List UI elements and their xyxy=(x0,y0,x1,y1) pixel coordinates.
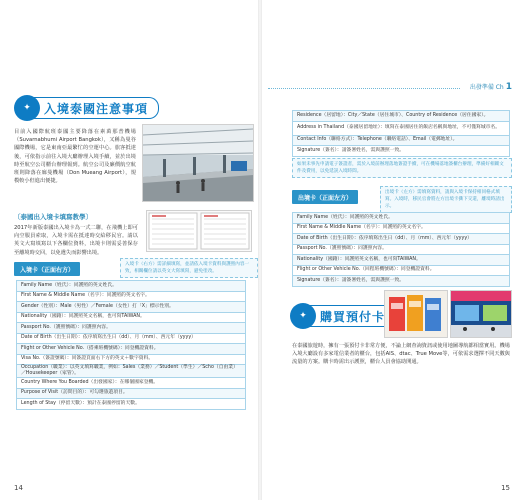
left-page-title: 入境泰國注意事項 xyxy=(44,101,149,116)
table-row: Visa No.（簽證號碼）：同簽證頁面右下方的英文＋數字資料。 xyxy=(17,354,246,365)
table-row: Signature（簽名）：請簽署姓名，需與護照一致。 xyxy=(293,146,510,157)
entry-card-illustration xyxy=(147,211,251,251)
table-row: Address in Thailand（泰國居留地址）：填寫在泰國居住的飯店名稱與地址，不可僅寫城市名。 xyxy=(293,121,510,135)
table-row: Flight or Other Vehicle No.（回程班機號碼）：同登機證資料。 xyxy=(293,265,510,276)
exit-card-badge: 出境卡（正面左方） xyxy=(292,190,358,204)
intro-paragraph: 目前入國際航班泰國主要降落在素萬那普機場（Suvarnabhumi Airport Bangkok），又稱為曼谷國際機場，它是東南亞最繁忙的空運中心。旅客抵達後，可依指示前往入境大廳辦理入境手續，並於出境時至航空公司櫃台辦理報到。航空公司及廉價航空航班則降落在廊曼機場（Don Mueang Airport），規模較小但進出便捷。 xyxy=(14,129,136,185)
telecom-counter-illustration xyxy=(451,291,511,337)
table-row: First Name & Middle Name（名字）：同護照的英文名字。 xyxy=(293,223,510,234)
table-row: Family Name（姓氏）：同護照的英文姓氏。 xyxy=(293,213,510,224)
section-header-bar xyxy=(268,82,520,94)
entry-card-fields-table xyxy=(16,280,246,410)
table-row: Date of Birth（出生日期）：依序填寫出生日（dd）、月（mm）、西元年（yyyy） xyxy=(293,234,510,245)
prepaid-title: 購買預付卡 xyxy=(320,309,386,324)
table-row: Nationality（國籍）：同護照英文名稱，也可寫TAIWAN。 xyxy=(293,255,510,266)
left-page xyxy=(0,0,258,500)
form-guide-subhead: 〔泰國出入境卡填寫教學〕 xyxy=(14,213,92,221)
table-row: Flight or Other Vehicle No.（搭乘班機號碼）：同登機證資料。 xyxy=(17,344,246,355)
table-row: Residence（居留地）：City／State（居住城市）、Country of Residence（居住國家）。 xyxy=(293,111,510,122)
table-row: Passport No.（護照號碼）：同護照內容。 xyxy=(293,244,510,255)
sim-cards-illustration xyxy=(385,291,447,337)
visa-note: 如果未事先申請電子簽證者，需於入境前辦理落地簽證手續，可在機場落地簽櫃台辦理，準備好相關文件及費用，以免延誤入境時間。 xyxy=(292,158,512,178)
table-row: Country Where You Boarded（出發國家）：在哪個國家登機。 xyxy=(17,378,246,389)
prepaid-title-badge xyxy=(290,302,396,330)
entry-card-badge: 入境卡（正面右方） xyxy=(14,262,80,276)
table-row: Signature（簽名）：請簽署姓名，需與護照一致。 xyxy=(293,276,510,287)
exit-card-note: 出境卡（左方）需填寫資料，請與入境卡保持相同格式填寫。入境時，移民官會將左方出境卡撕下交還，離境時請出示。 xyxy=(380,186,512,213)
residence-fields-table xyxy=(292,110,510,157)
form-guide-paragraph: 2017年新版泰國出入境卡為一式二聯，在飛機上即可向空服員索取，入境卡需在抵達時交給移民官。請以英文大寫填寫以下各欄位資料，出境卡則需妥善保存至離境時交回，以免遺失而影響出境。 xyxy=(14,225,138,256)
dotted-rule xyxy=(268,88,460,89)
circle-emblem-icon: ✦ xyxy=(14,95,40,121)
table-row: Family Name（姓氏）：同護照的英文姓氏。 xyxy=(17,281,246,292)
table-row: Passport No.（護照號碼）：同護照內容。 xyxy=(17,323,246,334)
telecom-counter-photo xyxy=(450,290,512,338)
airport-photo xyxy=(142,124,254,202)
section-tab: 出發準備 Ch 1 xyxy=(469,82,512,92)
table-row: Date of Birth（出生日期）：依序填寫出生日（dd）、月（mm）、西元年（yyyy） xyxy=(17,333,246,344)
table-row: Contact Info（聯絡方式）：Telephone（聯絡電話）、Email（電郵地址）。 xyxy=(293,135,510,146)
left-page-number: 14 xyxy=(14,484,23,492)
prepaid-paragraph: 在泰國旅遊時，擁有一張預付卡非常方便，不論上網查詢資訊或使用地圖導航都相當實用。機場入境大廳設有多家電信業者的櫃台，包括AIS、dtac、True Move等，可依需求選擇不同天數與流量的方案。購卡時需出示護照，櫃台人員會協助開通。 xyxy=(292,343,510,366)
right-page-number: 15 xyxy=(501,484,510,492)
table-row: Length of Stay（停留天數）：預計在泰國停留的天數。 xyxy=(17,399,246,410)
table-row: Gender（性別）：Male（男性）／Female（女性）打「X」標示性別。 xyxy=(17,302,246,313)
circle-emblem-icon: ✦ xyxy=(290,303,316,329)
airport-photo-illustration xyxy=(143,125,253,201)
entry-card-thumbnail xyxy=(146,210,252,252)
right-page xyxy=(262,0,520,500)
exit-card-fields-table xyxy=(292,212,510,287)
table-row: Nationality（國籍）：同護照英文名稱，也可寫TAIWAN。 xyxy=(17,312,246,323)
entry-card-note: 入境卡（右方）需詳細填寫，並請依入境卡資料與護照內容一致，相關欄位請以英文大寫填寫，避免塗改。 xyxy=(120,258,258,278)
table-row: First Name & Middle Name（名字）：同護照的英文名字。 xyxy=(17,291,246,302)
table-row: Purpose of Visit（訪問目的）：可勾選旅遊項目。 xyxy=(17,388,246,399)
left-title-badge xyxy=(14,94,159,122)
table-row: Occupation（職業）：以英文填寫職業，例如：Sales（業務）／Student（學生）／Scho（自由業）／Housekeeper（家管）。 xyxy=(17,365,246,378)
sim-cards-photo xyxy=(384,290,448,338)
